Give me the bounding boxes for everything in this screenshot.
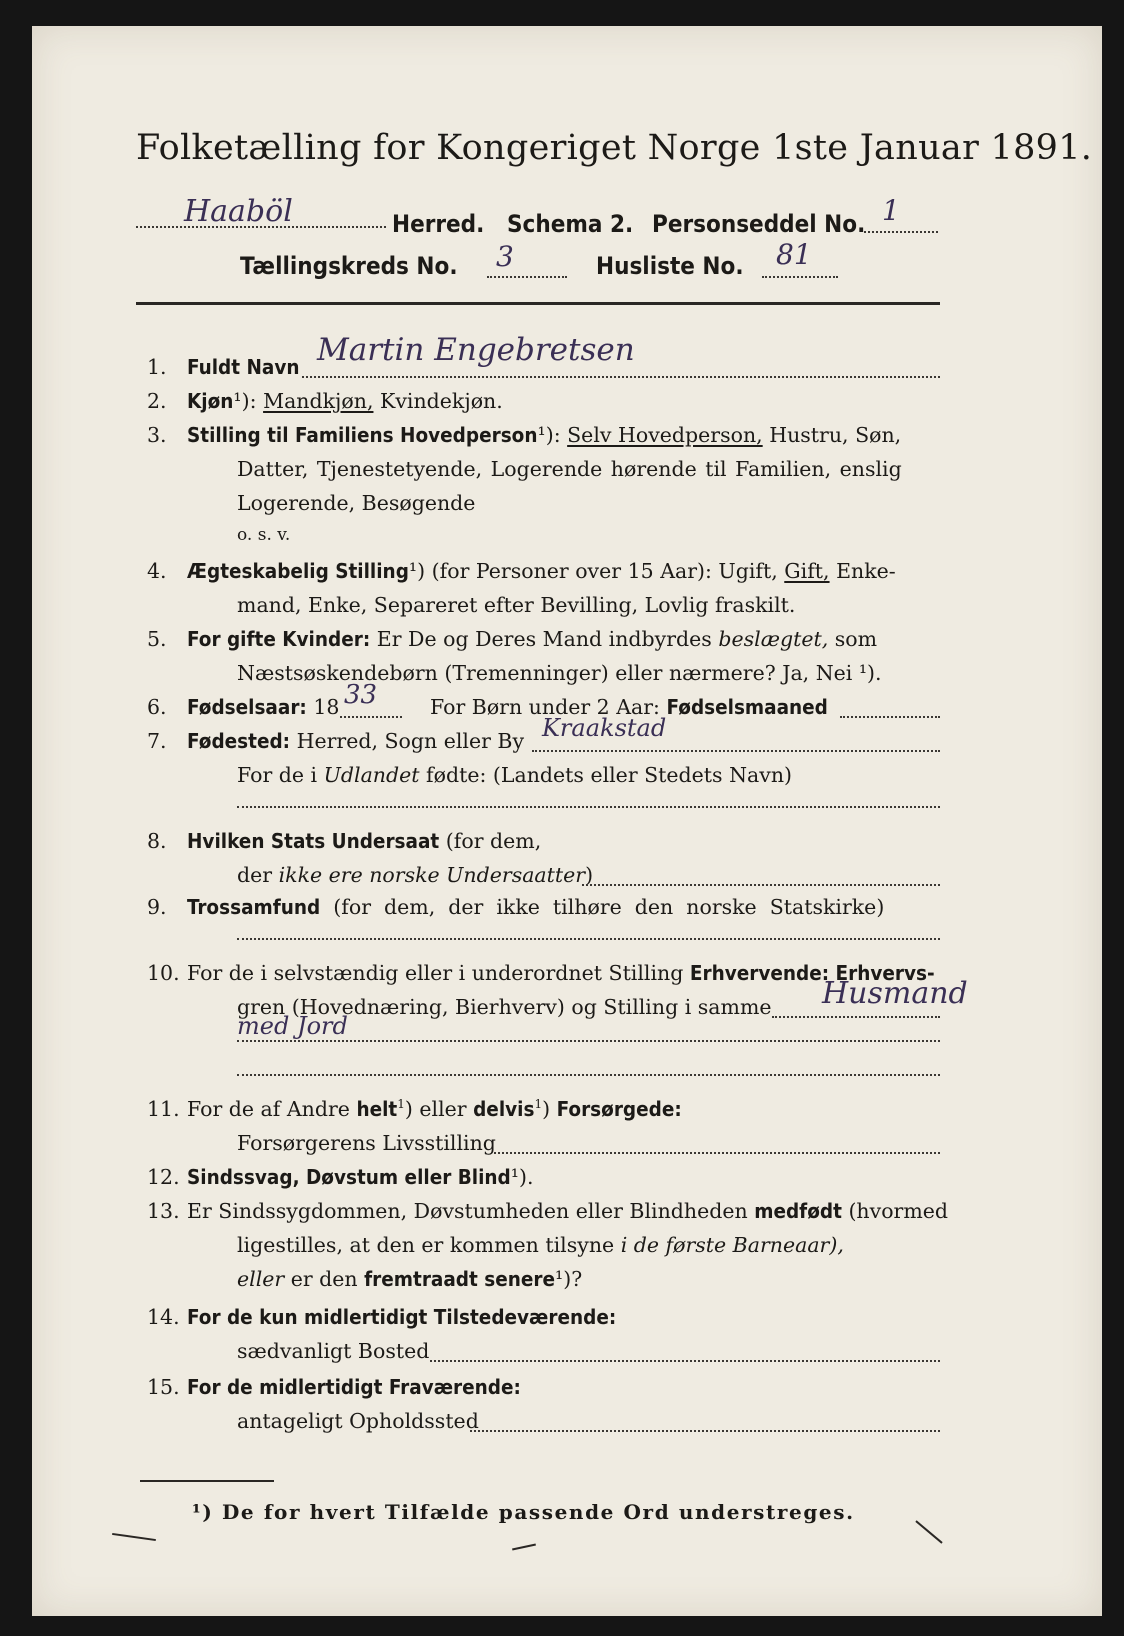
q7-line2 bbox=[237, 763, 792, 787]
q13-line3-bold: fremtraadt senere bbox=[364, 1267, 555, 1291]
q14-label: For de kun midlertidigt Tilstedeværende: bbox=[187, 1305, 617, 1329]
q7-line2-italic: Udlandet bbox=[323, 763, 420, 787]
q5-line2: Næstsøskendebørn (Tremenninger) eller nærmere? Ja, Nei ¹). bbox=[237, 661, 882, 685]
husliste-dotted-line bbox=[762, 276, 838, 278]
personseddel-no: 1 bbox=[882, 194, 900, 227]
q6-year-dotted-line bbox=[340, 716, 402, 718]
q10-line1-bold: Erhvervende: Erhvervs- bbox=[689, 961, 935, 985]
q5-number: 5. bbox=[147, 627, 167, 651]
q10-answer-line1: Husmand bbox=[822, 976, 968, 1011]
q4-line1-post: Enke- bbox=[836, 559, 896, 583]
q4-line1 bbox=[187, 559, 896, 583]
q13-line3-italic: eller bbox=[237, 1267, 285, 1291]
q8-line1-rest: (for dem, bbox=[445, 829, 542, 853]
q15-dotted-line bbox=[470, 1430, 940, 1432]
q10-number: 10. bbox=[147, 961, 180, 985]
q11-line1: For de af Andre helt$^1$) eller delvis$^1$) Forsørgede: bbox=[187, 1097, 682, 1121]
q4-line1-pre: (for Personer over 15 Aar): Ugift, bbox=[431, 559, 778, 583]
q14-number: 14. bbox=[147, 1305, 180, 1329]
q7-answer: Kraakstad bbox=[542, 714, 667, 742]
q5-label: For gifte Kvinder: bbox=[187, 627, 371, 651]
q10-dotted-line-3 bbox=[237, 1074, 940, 1076]
q9-label: Trossamfund bbox=[187, 895, 321, 919]
q13-line1-pre: Er Sindssygdommen, Døvstumheden eller Blindheden bbox=[187, 1199, 748, 1223]
q12-end: ¹). bbox=[510, 1165, 534, 1189]
q12-number: 12. bbox=[147, 1165, 180, 1189]
q6-mid: For Børn under 2 Aar: bbox=[430, 695, 660, 719]
q14-line2: sædvanligt Bosted bbox=[237, 1339, 430, 1363]
q4-line2: mand, Enke, Separeret efter Bevilling, Lovlig fraskilt. bbox=[237, 593, 796, 617]
q6-year-prefix: 18 bbox=[313, 695, 340, 719]
q9-dotted-line bbox=[237, 938, 940, 940]
q5-line1-rest: Er De og Deres Mand indbyrdes bbox=[376, 627, 712, 651]
q3-line2: Datter, Tjenestetyende, Logerende hørende til Familien, enslig bbox=[237, 457, 902, 481]
scan-mark-left bbox=[112, 1533, 156, 1541]
census-form-page bbox=[32, 26, 1102, 1616]
q7-line1-rest: Herred, Sogn eller By bbox=[296, 729, 525, 753]
q2-option-kvindekjon: Kvindekjøn. bbox=[380, 389, 503, 413]
q2-number: 2. bbox=[147, 389, 167, 413]
q7-label: Fødested: bbox=[187, 729, 291, 753]
q2-option-mandkjon-selected: Mandkjøn, bbox=[263, 389, 374, 413]
q10-line1-pre: For de i selvstændig eller i underordnet Stilling bbox=[187, 961, 684, 985]
q3-line1-rest: Hustru, Søn, bbox=[769, 423, 902, 447]
husliste-no: 81 bbox=[776, 238, 812, 271]
schema-label: Schema 2. bbox=[507, 210, 634, 238]
q11-bold-forsorgede: Forsørgede: bbox=[556, 1097, 682, 1121]
q11-line1-pre: For de af Andre bbox=[187, 1097, 350, 1121]
q9-line1-rest: (for dem, der ikke tilhøre den norske Statskirke) bbox=[333, 895, 885, 919]
q4-sup: ¹) bbox=[408, 559, 426, 583]
q10-dotted-line-2 bbox=[237, 1040, 940, 1042]
q11-number: 11. bbox=[147, 1097, 180, 1121]
q13-line3 bbox=[237, 1267, 582, 1291]
q13-line1-bold: medfødt bbox=[754, 1199, 842, 1223]
q10-answer-line2: med Jord bbox=[237, 1012, 348, 1040]
husliste-label: Husliste No. bbox=[596, 252, 744, 280]
q1-dotted-line bbox=[302, 376, 940, 378]
q13-line3-pre: er den bbox=[290, 1267, 358, 1291]
form-title: Folketælling for Kongeriget Norge 1ste Januar 1891. bbox=[136, 128, 1093, 168]
kreds-label: Tællingskreds No. bbox=[240, 252, 458, 280]
q6-line bbox=[187, 695, 339, 719]
q6-month-dotted-line bbox=[840, 716, 940, 718]
q13-line3-end: ¹)? bbox=[555, 1267, 583, 1291]
q7-line2-pre: For de i bbox=[237, 763, 318, 787]
q3-label: Stilling til Familiens Hovedperson bbox=[187, 423, 538, 447]
q7-number: 7. bbox=[147, 729, 167, 753]
q3-line1 bbox=[187, 423, 901, 447]
q8-line2-italic: ikke ere norske Undersaatter bbox=[278, 863, 586, 887]
kreds-dotted-line bbox=[487, 276, 567, 278]
q11-bold-helt: helt bbox=[356, 1097, 398, 1121]
q10-dotted-line-1 bbox=[772, 1016, 940, 1018]
q13-line1-end: (hvormed bbox=[848, 1199, 949, 1223]
scan-mark-right bbox=[915, 1520, 942, 1543]
q2-label: Kjøn bbox=[187, 389, 234, 413]
q1-number: 1. bbox=[147, 355, 167, 379]
q8-line2-pre: der bbox=[237, 863, 273, 887]
q3-number: 3. bbox=[147, 423, 167, 447]
q3-line4: o. s. v. bbox=[237, 525, 291, 545]
q7-second-dotted-line bbox=[237, 806, 940, 808]
q15-number: 15. bbox=[147, 1375, 180, 1399]
herred-handwritten: Haaböl bbox=[184, 194, 293, 229]
herred-label: Herred. bbox=[392, 210, 485, 238]
q4-option-gift-selected: Gift, bbox=[784, 559, 830, 583]
q8-dotted-line bbox=[582, 884, 940, 886]
q6-label: Fødselsaar: bbox=[187, 695, 307, 719]
personseddel-label: Personseddel No. bbox=[652, 210, 866, 238]
q8-line1 bbox=[187, 829, 541, 853]
q15-label: For de midlertidigt Fraværende: bbox=[187, 1375, 521, 1399]
kreds-no: 3 bbox=[496, 240, 514, 273]
q9-line1 bbox=[187, 895, 884, 919]
q6-bold-end: Fødselsmaaned bbox=[666, 695, 828, 719]
q10-line2: gren (Hovednæring, Bierhverv) og Stilling i samme bbox=[237, 995, 772, 1019]
header-rule bbox=[136, 302, 940, 305]
q1-label: Fuldt Navn bbox=[187, 355, 300, 379]
q13-number: 13. bbox=[147, 1199, 180, 1223]
q3-option-selected: Selv Hovedperson, bbox=[567, 423, 763, 447]
q13-line2 bbox=[237, 1233, 844, 1257]
scan-mark-center bbox=[512, 1544, 536, 1551]
q3-sup: ¹): bbox=[537, 423, 561, 447]
q7-line2-post: fødte: (Landets eller Stedets Navn) bbox=[426, 763, 793, 787]
q4-number: 4. bbox=[147, 559, 167, 583]
q8-number: 8. bbox=[147, 829, 167, 853]
q7-line1 bbox=[187, 729, 524, 753]
q13-line1 bbox=[187, 1199, 948, 1223]
q13-line2-italic: i de første Barneaar), bbox=[620, 1233, 844, 1257]
q7-dotted-line bbox=[532, 750, 940, 752]
q11-mid: eller bbox=[419, 1097, 467, 1121]
q6-number: 6. bbox=[147, 695, 167, 719]
personseddel-dotted-line bbox=[864, 231, 938, 233]
q11-line2: Forsørgerens Livsstilling bbox=[237, 1131, 496, 1155]
q6-year-handwritten: 33 bbox=[344, 680, 378, 710]
q12-line bbox=[187, 1165, 534, 1189]
q9-number: 9. bbox=[147, 895, 167, 919]
footnote-rule bbox=[140, 1480, 274, 1482]
q5-line1-end: som bbox=[834, 627, 878, 651]
q3-line3: Logerende, Besøgende bbox=[237, 491, 476, 515]
q5-line1-italic: beslægtet, bbox=[718, 627, 829, 651]
q11-dotted-line bbox=[494, 1152, 940, 1154]
q2-line bbox=[187, 389, 503, 413]
q11-bold-delvis: delvis bbox=[473, 1097, 535, 1121]
q2-sup: ¹): bbox=[233, 389, 257, 413]
q13-line2-pre: ligestilles, at den er kommen tilsyne bbox=[237, 1233, 615, 1257]
q12-label: Sindssvag, Døvstum eller Blind bbox=[187, 1165, 511, 1189]
q1-answer: Martin Engebretsen bbox=[317, 332, 635, 368]
q5-line1 bbox=[187, 627, 877, 651]
q15-line2: antageligt Opholdssted bbox=[237, 1409, 479, 1433]
footnote: ¹) De for hvert Tilfælde passende Ord understreges. bbox=[192, 1500, 855, 1524]
q14-dotted-line bbox=[430, 1360, 940, 1362]
q4-label: Ægteskabelig Stilling bbox=[187, 559, 409, 583]
q8-label: Hvilken Stats Undersaat bbox=[187, 829, 440, 853]
q8-line2: der ikke ere norske Undersaatter) bbox=[237, 863, 594, 887]
